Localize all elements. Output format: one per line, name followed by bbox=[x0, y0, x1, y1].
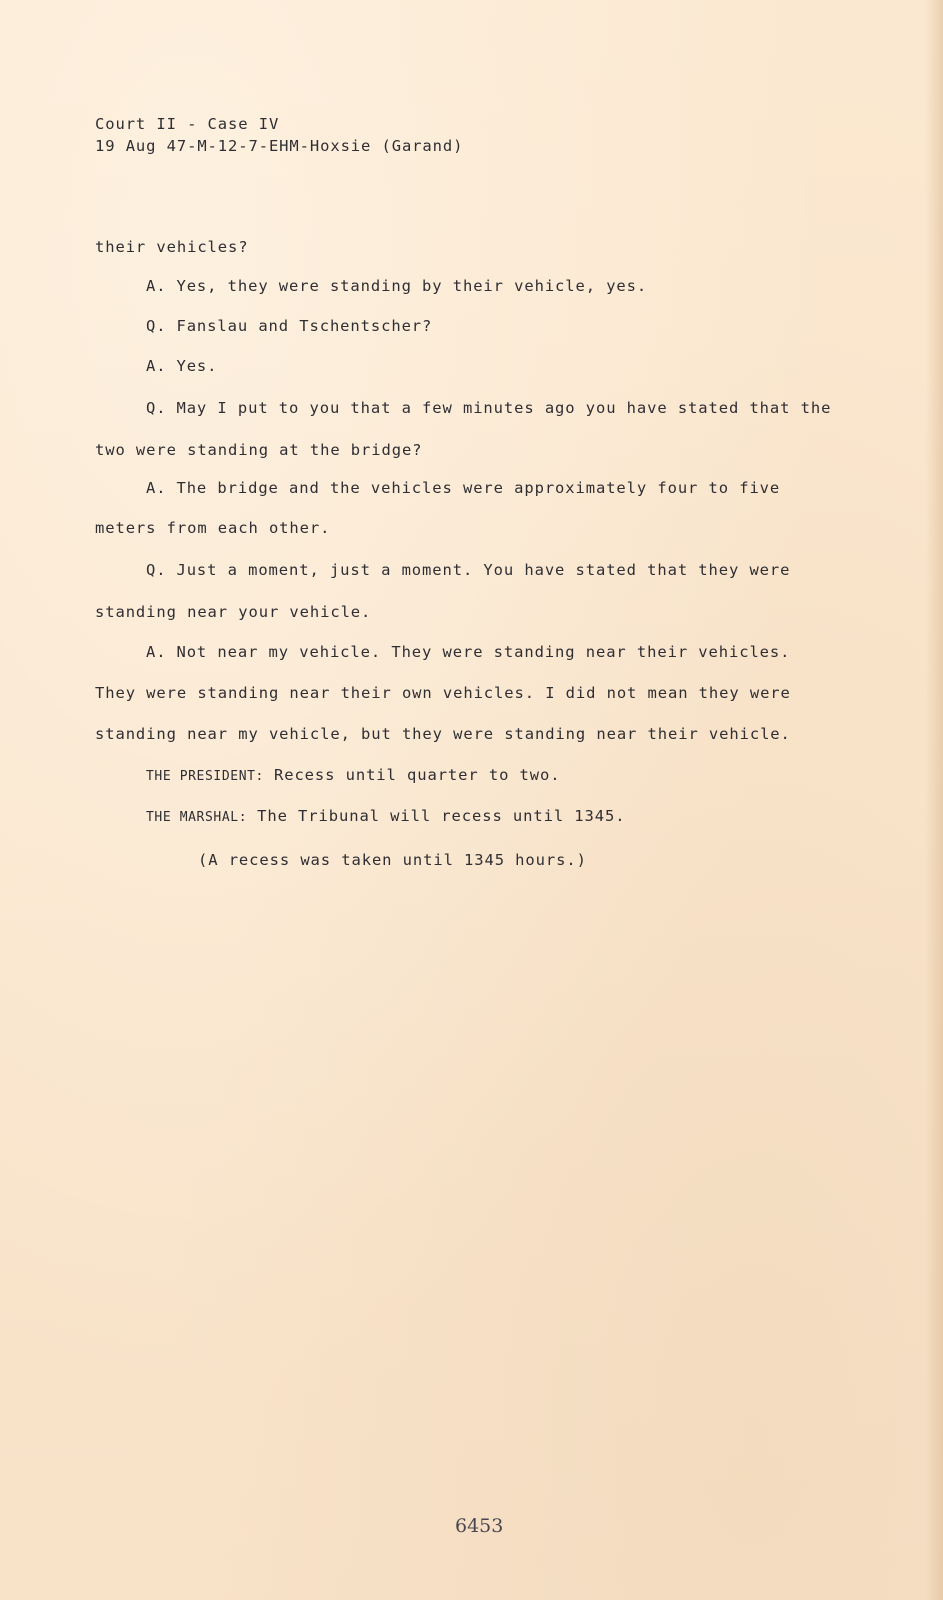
transcript-line-13: standing near my vehicle, but they were standing near their vehicle. bbox=[95, 725, 791, 743]
speaker-text: Recess until quarter to two. bbox=[273, 766, 561, 784]
transcript-line-8: meters from each other. bbox=[95, 519, 331, 537]
question-marker: Q. bbox=[146, 399, 167, 417]
page-number: 6453 bbox=[455, 1515, 504, 1537]
answer-marker: A. bbox=[146, 277, 167, 295]
speaker-text: The Tribunal will recess until 1345. bbox=[257, 807, 626, 825]
transcript-line-3 bbox=[146, 319, 432, 335]
transcript-line-10: standing near your vehicle. bbox=[95, 603, 372, 621]
answer-marker: A. bbox=[146, 357, 167, 375]
question-marker: Q. bbox=[146, 561, 167, 579]
question-text: May I put to you that a few minutes ago you have stated that the bbox=[176, 399, 832, 417]
header-court-case: Court II - Case IV bbox=[95, 115, 280, 133]
transcript-line-9 bbox=[146, 563, 790, 579]
transcript-line-16: (A recess was taken until 1345 hours.) bbox=[198, 851, 587, 869]
answer-text: Yes, they were standing by their vehicle, yes. bbox=[176, 277, 648, 295]
speaker-label: THE PRESIDENT: bbox=[146, 769, 264, 784]
transcript-line-7 bbox=[146, 481, 780, 497]
question-text: Fanslau and Tschentscher? bbox=[176, 317, 433, 335]
answer-marker: A. bbox=[146, 479, 167, 497]
transcript-line-12: They were standing near their own vehicles. I did not mean they were bbox=[95, 684, 791, 702]
question-text: Just a moment, just a moment. You have stated that they were bbox=[176, 561, 791, 579]
transcript-line-5 bbox=[146, 401, 831, 417]
transcript-line-11 bbox=[146, 645, 790, 661]
page-edge-shadow bbox=[925, 0, 943, 1600]
header-date-reference: 19 Aug 47-M-12-7-EHM-Hoxsie (Garand) bbox=[95, 137, 464, 155]
answer-marker: A. bbox=[146, 643, 167, 661]
transcript-line-6: two were standing at the bridge? bbox=[95, 441, 423, 459]
answer-text: Not near my vehicle. They were standing near their vehicles. bbox=[176, 643, 791, 661]
transcript-line-14 bbox=[146, 768, 560, 784]
transcript-line-4 bbox=[146, 359, 217, 375]
answer-text: Yes. bbox=[176, 357, 218, 375]
question-marker: Q. bbox=[146, 317, 167, 335]
transcript-line-1: their vehicles? bbox=[95, 238, 249, 256]
speaker-label: THE MARSHAL: bbox=[146, 810, 248, 825]
transcript-line-15 bbox=[146, 809, 625, 825]
answer-text: The bridge and the vehicles were approximately four to five bbox=[176, 479, 781, 497]
transcript-line-2 bbox=[146, 279, 647, 295]
